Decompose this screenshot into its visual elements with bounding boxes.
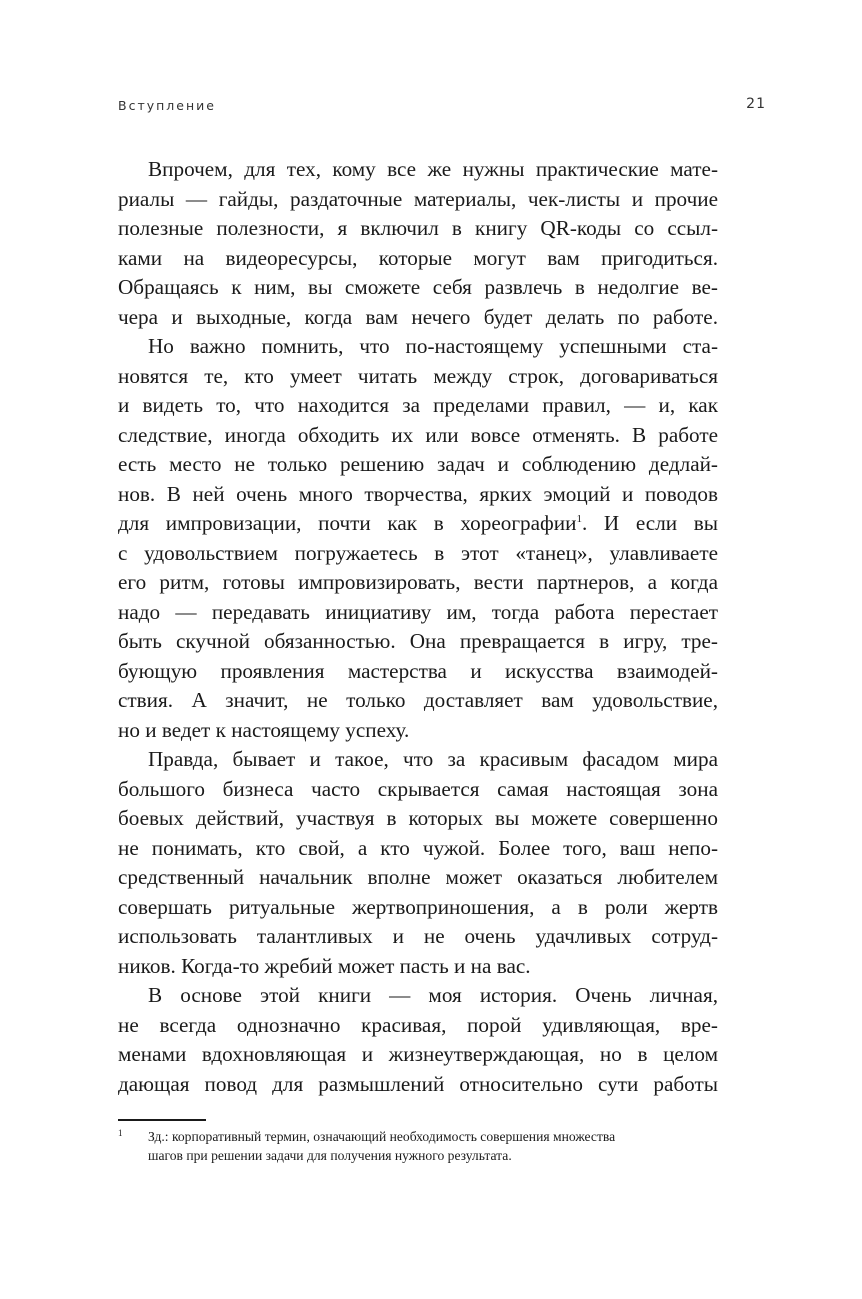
text-line: средственный начальник вполне может оказаться любителем	[118, 865, 718, 889]
text-line: Впрочем, для тех, кому все же нужны практические мате-	[148, 157, 718, 181]
footnote-line: Зд.: корпоративный термин, означающий необходимость совершения множества	[148, 1129, 616, 1144]
text-fragment: . И если вы	[581, 511, 718, 535]
running-head: Вступление	[118, 98, 216, 113]
text-line: полезные полезности, я включил в книгу QR-коды со ссыл-	[118, 216, 718, 240]
text-line: есть место не только решению задач и соблюдению дедлай-	[118, 452, 718, 476]
text-line: ствия. А значит, не только доставляет вам удовольствие,	[118, 688, 718, 712]
footnote-line: шагов при решении задачи для получения нужного результата.	[148, 1148, 512, 1163]
text-line: боевых действий, участвуя в которых вы можете совершенно	[118, 806, 718, 830]
text-line: чера и выходные, когда вам нечего будет делать по работе.	[118, 304, 718, 329]
text-line: использовать талантливых и не очень удачливых сотруд-	[118, 924, 718, 948]
text-line: новятся те, кто умеет читать между строк, договариваться	[118, 363, 718, 388]
text-line: менами вдохновляющая и жизнеутверждающая, но в целом	[118, 1042, 718, 1066]
text-line: быть скучной обязанностью. Она превращается в игру, тре-	[118, 629, 718, 653]
text-line: Но важно помнить, что по-настоящему успешными ста-	[148, 334, 718, 358]
footnote-reference[interactable]: 1	[576, 513, 582, 525]
text-line: не всегда однозначно красивая, порой удивляющая, вре-	[118, 1012, 718, 1037]
text-line: его ритм, готовы импровизировать, вести партнеров, а когда	[118, 570, 718, 594]
text-line: нов. В ней очень много творчества, ярких эмоций и поводов	[118, 481, 718, 506]
text-line: следствие, иногда обходить их или вовсе отменять. В работе	[118, 422, 718, 447]
body-text	[118, 155, 718, 1099]
text-line: дающая повод для размышлений относительно сути работы	[118, 1071, 718, 1096]
text-line: ников. Когда-то жребий может пасть и на вас.	[118, 953, 531, 978]
text-line: и видеть то, что находится за пределами правил, — и, как	[118, 393, 718, 417]
text-fragment: для импровизации, почти как в хореографии	[118, 511, 577, 535]
text-line: совершать ритуальные жертвоприношения, а в роли жертв	[118, 894, 718, 919]
text-line: Обращаясь к ним, вы сможете себя развлечь в недолгие ве-	[118, 275, 718, 299]
text-line: бующую проявления мастерства и искусства взаимодей-	[118, 658, 718, 683]
page-number: 21	[746, 96, 766, 112]
footnote	[118, 1127, 718, 1165]
text-line: Правда, бывает и такое, что за красивым фасадом мира	[148, 747, 718, 771]
footnote-marker: 1	[118, 1128, 123, 1138]
text-line: риалы — гайды, раздаточные материалы, чек-листы и прочие	[118, 186, 718, 211]
footnote-divider	[118, 1119, 206, 1121]
text-line: но и ведет к настоящему успеху.	[118, 717, 410, 742]
text-line: большого бизнеса часто скрывается самая настоящая зона	[118, 776, 718, 801]
text-line: ками на видеоресурсы, которые могут вам пригодиться.	[118, 245, 718, 270]
text-line-with-footnote-ref	[118, 509, 718, 539]
text-line: В основе этой книги — моя история. Очень личная,	[148, 983, 718, 1007]
text-line: не понимать, кто свой, а кто чужой. Более того, ваш непо-	[118, 835, 718, 860]
text-line: надо — передавать инициативу им, тогда работа перестает	[118, 599, 718, 624]
text-line: с удовольствием погружаетесь в этот «танец», улавливаете	[118, 540, 718, 565]
